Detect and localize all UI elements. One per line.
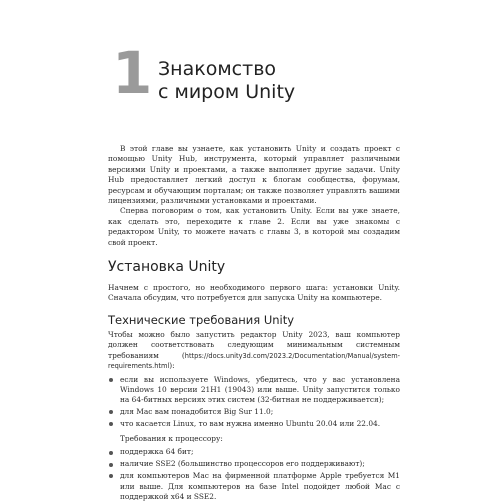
list-item: наличие SSE2 (большинство процессоров его поддерживают); (108, 459, 400, 469)
list-item: если вы используете Windows, убедитесь, что у вас установлена Windows 10 версии 21H1 (19043) или выше. Unity запустится только на 64-битных версиях этих систем (32-битная не поддерживается); (108, 375, 400, 406)
list-item: для Mac вам понадобится Big Sur 11.0; (108, 407, 400, 417)
os-requirements-list (108, 375, 400, 430)
page-content (108, 144, 400, 504)
chapter-title (158, 58, 295, 104)
cpu-requirements-list (108, 447, 400, 502)
chapter-title-line-2: с миром Unity (158, 81, 296, 103)
requirements-text-start: Чтобы можно было запустить редактор Unity 2023, ваш компьютер должен соответствовать следующим минимальным системным требованиям ( (108, 329, 400, 360)
requirements-paragraph (108, 330, 400, 372)
install-paragraph: Начнем с простого, но необходимого первого шага: установки Unity. Сначала обсудим, что потребуется для запуска Unity на компьютере. (108, 283, 400, 303)
cpu-requirements-label: Требования к процессору: (120, 434, 223, 444)
list-item: что касается Linux, то вам нужна именно Ubuntu 20.04 или 22.04. (108, 419, 400, 429)
list-item: для компьютеров Mac на фирменной платформе Apple требуется M1 или выше. Для компьютеров на базе Intel подойдет любой Mac с поддержкой x64 и SSE2. (108, 471, 400, 502)
chapter-title-line-1: Знакомство (158, 58, 277, 80)
list-item: поддержка 64 бит; (108, 447, 400, 457)
chapter-number: 1 (112, 39, 153, 107)
requirements-url[interactable]: https://docs.unity3d.com/2023.2/Documentation/Manual/system-requirements.html (108, 351, 400, 371)
intro-paragraph-2: Сперва поговорим о том, как установить Unity. Если вы уже знаете, как сделать это, переходите к главе 2. Если вы уже знакомы с редактором Unity, то можете начать с главы 3, в которой мы создадим свой проект. (108, 206, 400, 247)
requirements-text-end: ): (169, 361, 175, 371)
section-heading-install: Установка Unity (108, 259, 226, 276)
intro-paragraph-1: В этой главе вы узнаете, как установить Unity и создать проект с помощью Unity Hub, инструмента, который управляет различными версиями Unity и проектами, а также выполняет другие задачи. Unity Hub предоставляет легкий доступ к блогам сообщества, форумам, ресурсам и обучающим порталам; он также позволяет управлять вашими лицензиями, различными установками и проектами. (108, 144, 400, 206)
subsection-heading-requirements: Технические требования Unity (108, 312, 295, 327)
